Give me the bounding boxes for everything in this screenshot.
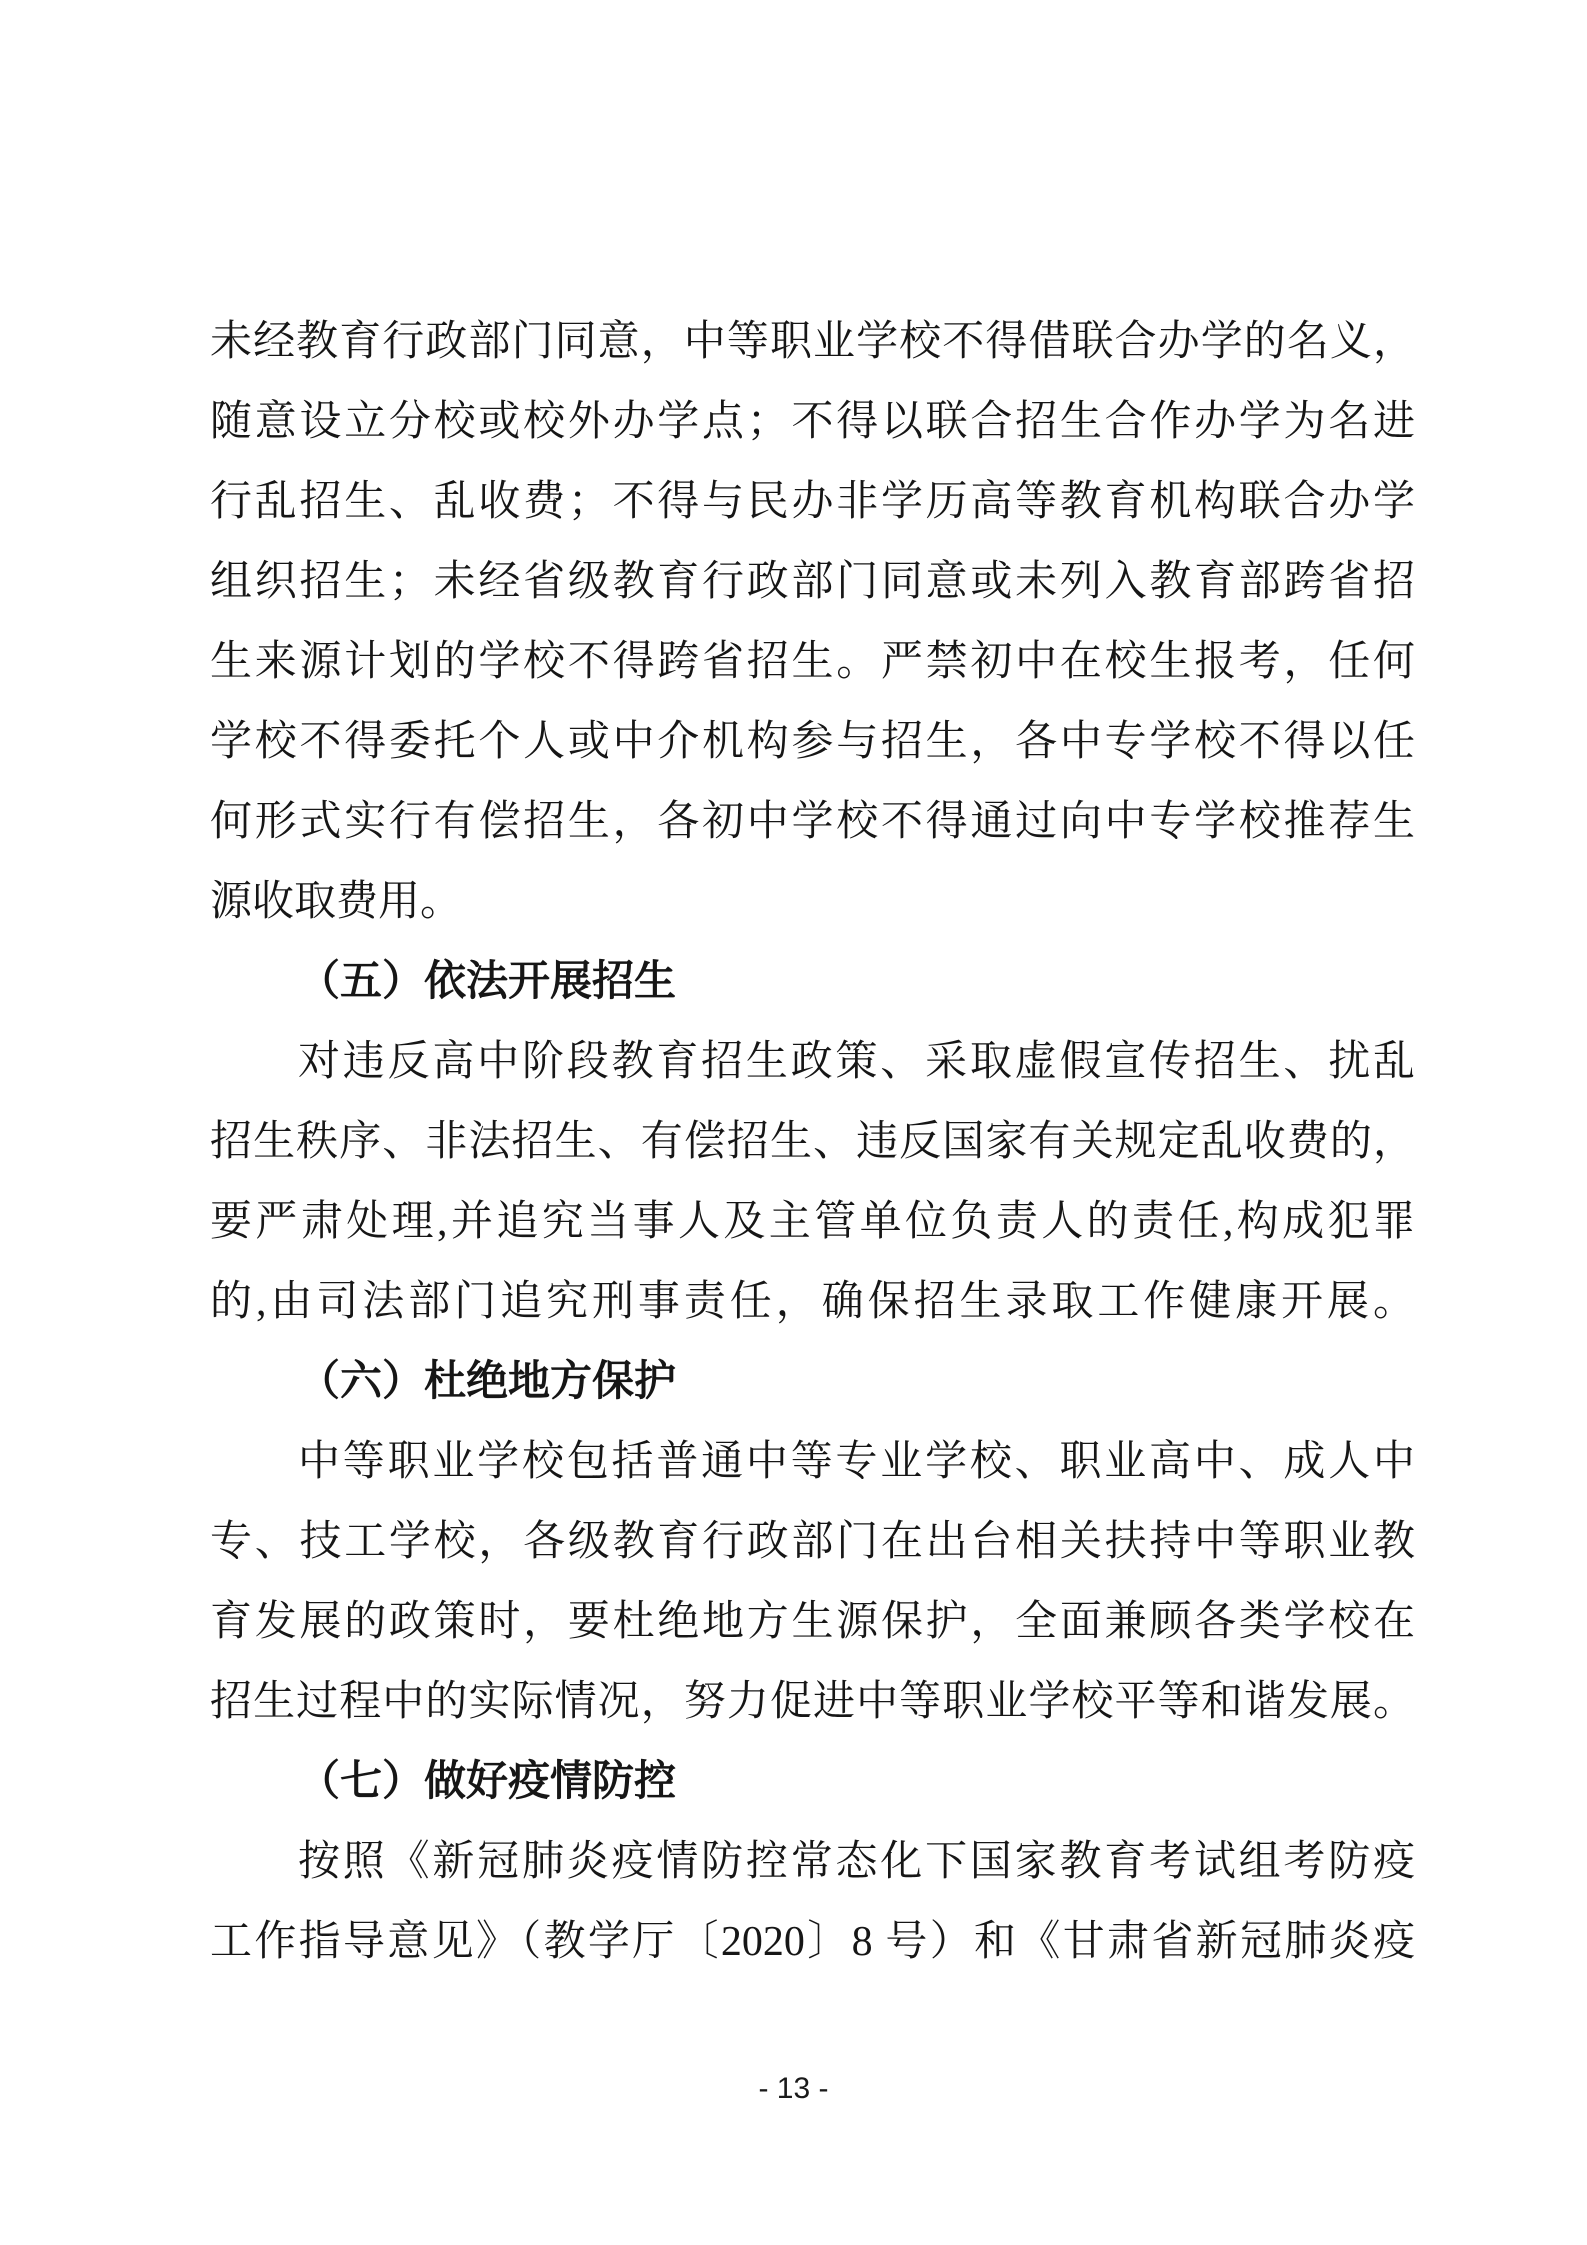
document-line: 工作指导意见》（教学厅〔2020〕8 号）和《甘肃省新冠肺炎疫: [210, 1919, 1415, 1965]
document-line: 育发展的政策时，要杜绝地方生源保护，全面兼顾各类学校在: [210, 1599, 1415, 1645]
document-line: 组织招生；未经省级教育行政部门同意或未列入教育部跨省招: [210, 559, 1415, 605]
page-number: - 13 -: [758, 2072, 829, 2105]
document-line: 按照《新冠肺炎疫情防控常态化下国家教育考试组考防疫: [298, 1839, 1415, 1885]
document-line: 生来源计划的学校不得跨省招生。严禁初中在校生报考，任何: [210, 639, 1415, 685]
section-heading: （七）做好疫情防控: [298, 1759, 677, 1805]
document-line: 招生过程中的实际情况，努力促进中等职业学校平等和谐发展。: [210, 1679, 1415, 1725]
document-line: 随意设立分校或校外办学点；不得以联合招生合作办学为名进: [210, 399, 1415, 445]
document-line: 未经教育行政部门同意，中等职业学校不得借联合办学的名义，: [210, 319, 1415, 365]
document-line: 对违反高中阶段教育招生政策、采取虚假宣传招生、扰乱: [298, 1039, 1415, 1085]
document-line: 招生秩序、非法招生、有偿招生、违反国家有关规定乱收费的，: [210, 1119, 1415, 1165]
document-line: 学校不得委托个人或中介机构参与招生，各中专学校不得以任: [210, 719, 1415, 765]
document-line: 行乱招生、乱收费；不得与民办非学历高等教育机构联合办学: [210, 479, 1415, 525]
document-line: 的,由司法部门追究刑事责任，确保招生录取工作健康开展。: [210, 1279, 1415, 1325]
document-line: 何形式实行有偿招生，各初中学校不得通过向中专学校推荐生: [210, 799, 1415, 845]
section-heading: （五）依法开展招生: [298, 959, 677, 1005]
section-heading: （六）杜绝地方保护: [298, 1359, 677, 1405]
document-line: 专、技工学校，各级教育行政部门在出台相关扶持中等职业教: [210, 1519, 1415, 1565]
document-body: [210, 302, 1415, 1982]
document-line: 要严肃处理,并追究当事人及主管单位负责人的责任,构成犯罪: [210, 1199, 1415, 1245]
document-line: 中等职业学校包括普通中等专业学校、职业高中、成人中: [298, 1439, 1415, 1485]
document-line: 源收取费用。: [210, 879, 463, 925]
